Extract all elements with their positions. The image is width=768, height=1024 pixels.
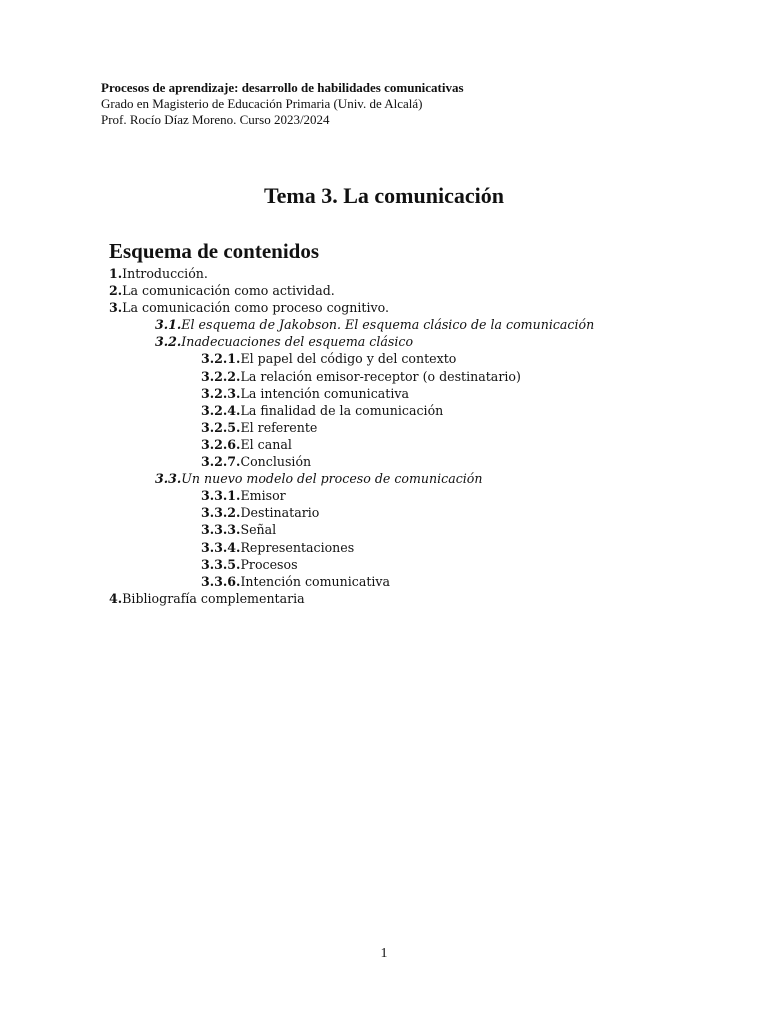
- toc-item: [109, 368, 729, 385]
- toc-item: [109, 556, 729, 573]
- toc-item: [109, 487, 729, 504]
- toc-item-text: La comunicación como proceso cognitivo.: [122, 300, 389, 316]
- toc-item-text: Representaciones: [240, 539, 355, 555]
- toc-item: [109, 385, 729, 402]
- toc-item-text: Señal: [240, 522, 277, 538]
- toc-item-text: El esquema de Jakobson. El esquema clásico de la comunicación: [181, 317, 595, 333]
- toc-item: [109, 590, 729, 607]
- toc-item: [109, 504, 729, 521]
- toc-item-text: Conclusión: [240, 454, 312, 470]
- degree-name: Grado en Magisterio de Educación Primaria (Univ. de Alcalá): [101, 96, 423, 111]
- toc-item-number: 3.2.4.: [201, 402, 241, 418]
- toc-item: [109, 521, 729, 538]
- toc-item: [109, 573, 729, 590]
- toc-item-number: 3.3.5.: [201, 556, 241, 572]
- toc-item-text: El papel del código y del contexto: [240, 351, 457, 367]
- toc-item-number: 3.2.5.: [201, 419, 241, 435]
- toc-item: [109, 470, 729, 487]
- page-number: 1: [380, 946, 388, 961]
- toc-item-text: Procesos: [240, 556, 298, 572]
- toc-item-text: Emisor: [240, 488, 286, 504]
- toc-item: [109, 316, 729, 333]
- toc-item-number: 3.2.: [155, 334, 182, 350]
- toc-item-number: 3.1.: [155, 317, 182, 333]
- toc-item: [109, 453, 729, 470]
- toc-item-text: Inadecuaciones del esquema clásico: [181, 334, 414, 350]
- toc-item-number: 3.: [109, 300, 123, 316]
- toc-item-number: 3.3.4.: [201, 539, 241, 555]
- toc-item-text: Intención comunicativa: [240, 573, 391, 589]
- toc-item-number: 3.2.3.: [201, 385, 241, 401]
- toc-item-number: 3.3.6.: [201, 573, 241, 589]
- toc-item: [109, 265, 729, 282]
- toc-list: [109, 265, 729, 607]
- toc-item-text: El canal: [240, 436, 292, 452]
- toc-item: [109, 539, 729, 556]
- toc-item-number: 3.3.3.: [201, 522, 241, 538]
- toc-item-text: La comunicación como actividad.: [122, 283, 335, 299]
- toc-item-text: El referente: [240, 419, 318, 435]
- toc-item-number: 2.: [109, 283, 123, 299]
- toc-item-text: Bibliografía complementaria: [122, 590, 305, 606]
- toc-item-number: 3.2.2.: [201, 368, 241, 384]
- toc-item-number: 3.2.7.: [201, 454, 241, 470]
- toc-heading: Esquema de contenidos: [109, 239, 320, 263]
- toc-item: [109, 402, 729, 419]
- toc-item-text: La relación emisor-receptor (o destinatario): [240, 368, 521, 384]
- professor-line: Prof. Rocío Díaz Moreno. Curso 2023/2024: [101, 112, 330, 127]
- toc-item-text: La finalidad de la comunicación: [240, 402, 444, 418]
- toc-item: [109, 436, 729, 453]
- document-header: [101, 80, 701, 128]
- toc-item: [109, 419, 729, 436]
- toc-item: [109, 333, 729, 350]
- toc-item-number: 4.: [109, 590, 123, 606]
- toc-item: [109, 282, 729, 299]
- toc-item-text: Destinatario: [240, 505, 320, 521]
- toc-item: [109, 350, 729, 367]
- course-name: Procesos de aprendizaje: desarrollo de habilidades comunicativas: [101, 80, 464, 95]
- toc-item: [109, 299, 729, 316]
- toc-item-text: Un nuevo modelo del proceso de comunicación: [181, 471, 483, 487]
- toc-item-number: 3.2.6.: [201, 436, 241, 452]
- toc-item-number: 1.: [109, 266, 123, 281]
- toc-item-text: La intención comunicativa: [240, 385, 409, 401]
- toc-item-number: 3.3.2.: [201, 505, 241, 521]
- page-title: Tema 3. La comunicación: [264, 183, 504, 208]
- toc-item-number: 3.3.: [155, 471, 182, 487]
- table-of-contents: [109, 237, 729, 607]
- toc-item-text: Introducción.: [122, 266, 208, 281]
- toc-item-number: 3.3.1.: [201, 488, 241, 504]
- toc-item-number: 3.2.1.: [201, 351, 241, 367]
